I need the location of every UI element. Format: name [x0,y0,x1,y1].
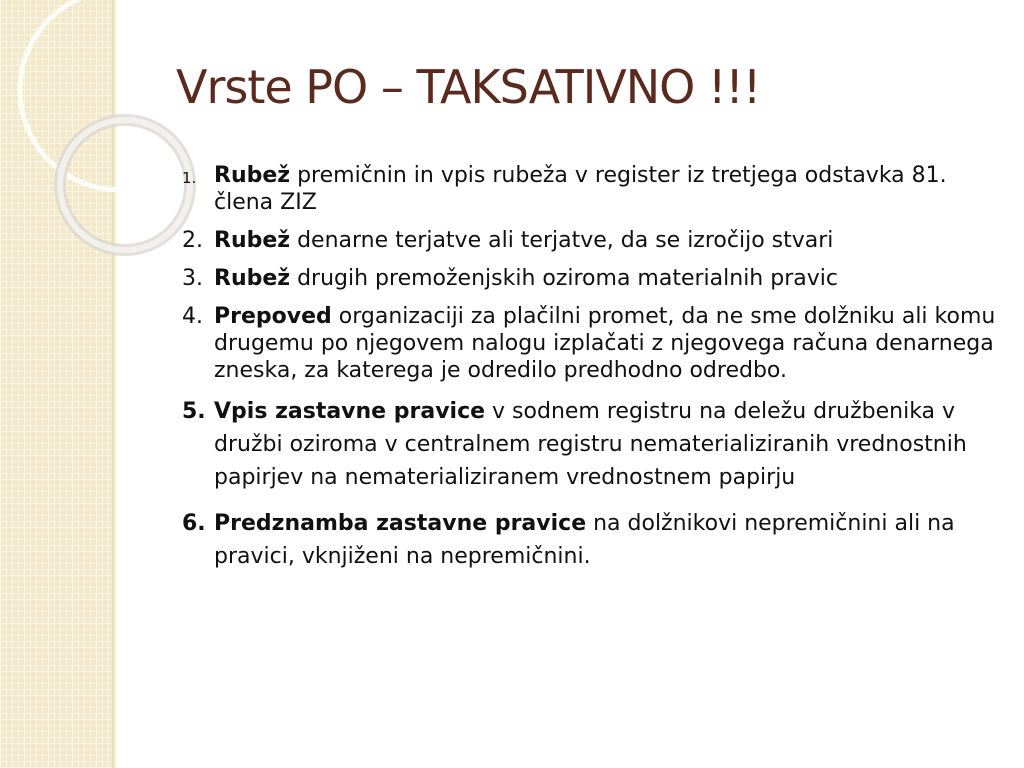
enumerated-list [182,162,1002,586]
item-number: 1. [182,169,197,187]
item-bold-term: Rubež [214,266,291,291]
item-number: 4. [182,304,203,329]
list-item [182,507,1002,573]
item-text: organizaciji za plačilni promet, da ne sme dolžniku ali komu drugemu po njegovem nalogu izplačati z njegovega računa denarnega zneska, za katerega je odredilo predhodno odredbo. [214,304,996,383]
list-item [182,395,1002,494]
item-number: 2. [182,228,203,253]
item-bold-term: Predznamba zastavne pravice [214,511,587,536]
item-text: denarne terjatve ali terjatve, da se izročijo stvari [290,228,834,253]
item-number: 6. [182,511,206,536]
item-text: drugih premoženjskih oziroma materialnih pravic [290,266,838,291]
item-text: v sodnem registru na deležu družbenika v družbi oziroma v centralnem registru nematerializiranih vrednostnih papirjev na nematerializiranem vrednostnem papirju [214,399,967,490]
list-item [182,265,1002,292]
item-bold-term: Prepoved [214,304,332,329]
slide-title: Vrste PO – TAKSATIVNO !!! [176,60,761,114]
small-ring-highlight [60,120,190,250]
list-item [182,303,1002,384]
item-number: 5. [182,399,206,424]
item-text: premičnin in vpis rubeža v register iz tretjega odstavka 81. člena ZIZ [214,163,947,215]
item-bold-term: Rubež [214,163,291,188]
item-bold-term: Vpis zastavne pravice [214,399,486,424]
list-item [182,227,1002,254]
item-number: 3. [182,266,203,291]
item-bold-term: Rubež [214,228,291,253]
list-item [182,162,1002,216]
item-text: na dolžnikovi nepremičnini ali na pravici, vknjiženi na nepremičnini. [214,511,955,569]
